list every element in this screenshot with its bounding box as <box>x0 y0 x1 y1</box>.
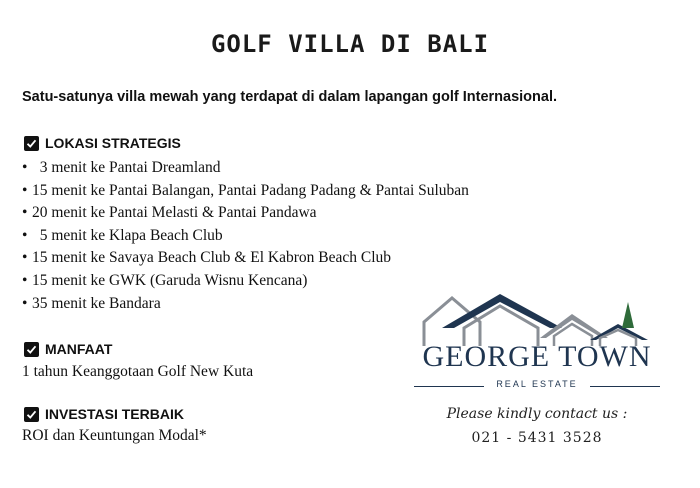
section-investasi-heading <box>24 406 184 422</box>
list-item: • 35 menit ke Bandara <box>22 294 161 312</box>
george-town-logo-icon <box>412 288 662 348</box>
section-manfaat-heading <box>24 341 112 357</box>
list-item: • 20 menit ke Pantai Melasti & Pantai Pandawa <box>22 204 317 222</box>
list-item: • 15 menit ke Savaya Beach Club & El Kabron Beach Club <box>22 249 391 267</box>
contact-line: Please kindly contact us : <box>446 406 628 422</box>
checkbox-icon <box>24 136 39 151</box>
lokasi-list <box>22 157 469 315</box>
list-item: • 15 menit ke Pantai Balangan, Pantai Padang Padang & Pantai Suluban <box>22 181 469 199</box>
checkbox-icon <box>24 407 39 422</box>
section-lokasi-heading <box>24 135 181 151</box>
checkbox-icon <box>24 342 39 357</box>
section-lokasi-label: LOKASI STRATEGIS <box>45 135 181 151</box>
list-item: • 3 menit ke Pantai Dreamland <box>22 159 221 176</box>
manfaat-text: 1 tahun Keanggotaan Golf New Kuta <box>22 363 254 380</box>
subtitle: Satu-satunya villa mewah yang terdapat di dalam lapangan golf Internasional. <box>22 89 558 105</box>
list-item: • 5 menit ke Klapa Beach Club <box>22 226 223 244</box>
section-manfaat-label: MANFAAT <box>45 341 113 357</box>
page-title: GOLF VILLA DI BALI <box>210 30 490 58</box>
section-investasi-label: INVESTASI TERBAIK <box>45 406 184 422</box>
investasi-text: ROI dan Keuntungan Modal* <box>22 427 207 444</box>
brand-tagline: REAL ESTATE <box>496 379 578 389</box>
list-item: • 15 menit ke GWK (Garuda Wisnu Kencana) <box>22 271 308 289</box>
brand-name: GEORGE TOWN <box>422 340 652 373</box>
contact-phone: 021 - 5431 3528 <box>471 430 603 446</box>
